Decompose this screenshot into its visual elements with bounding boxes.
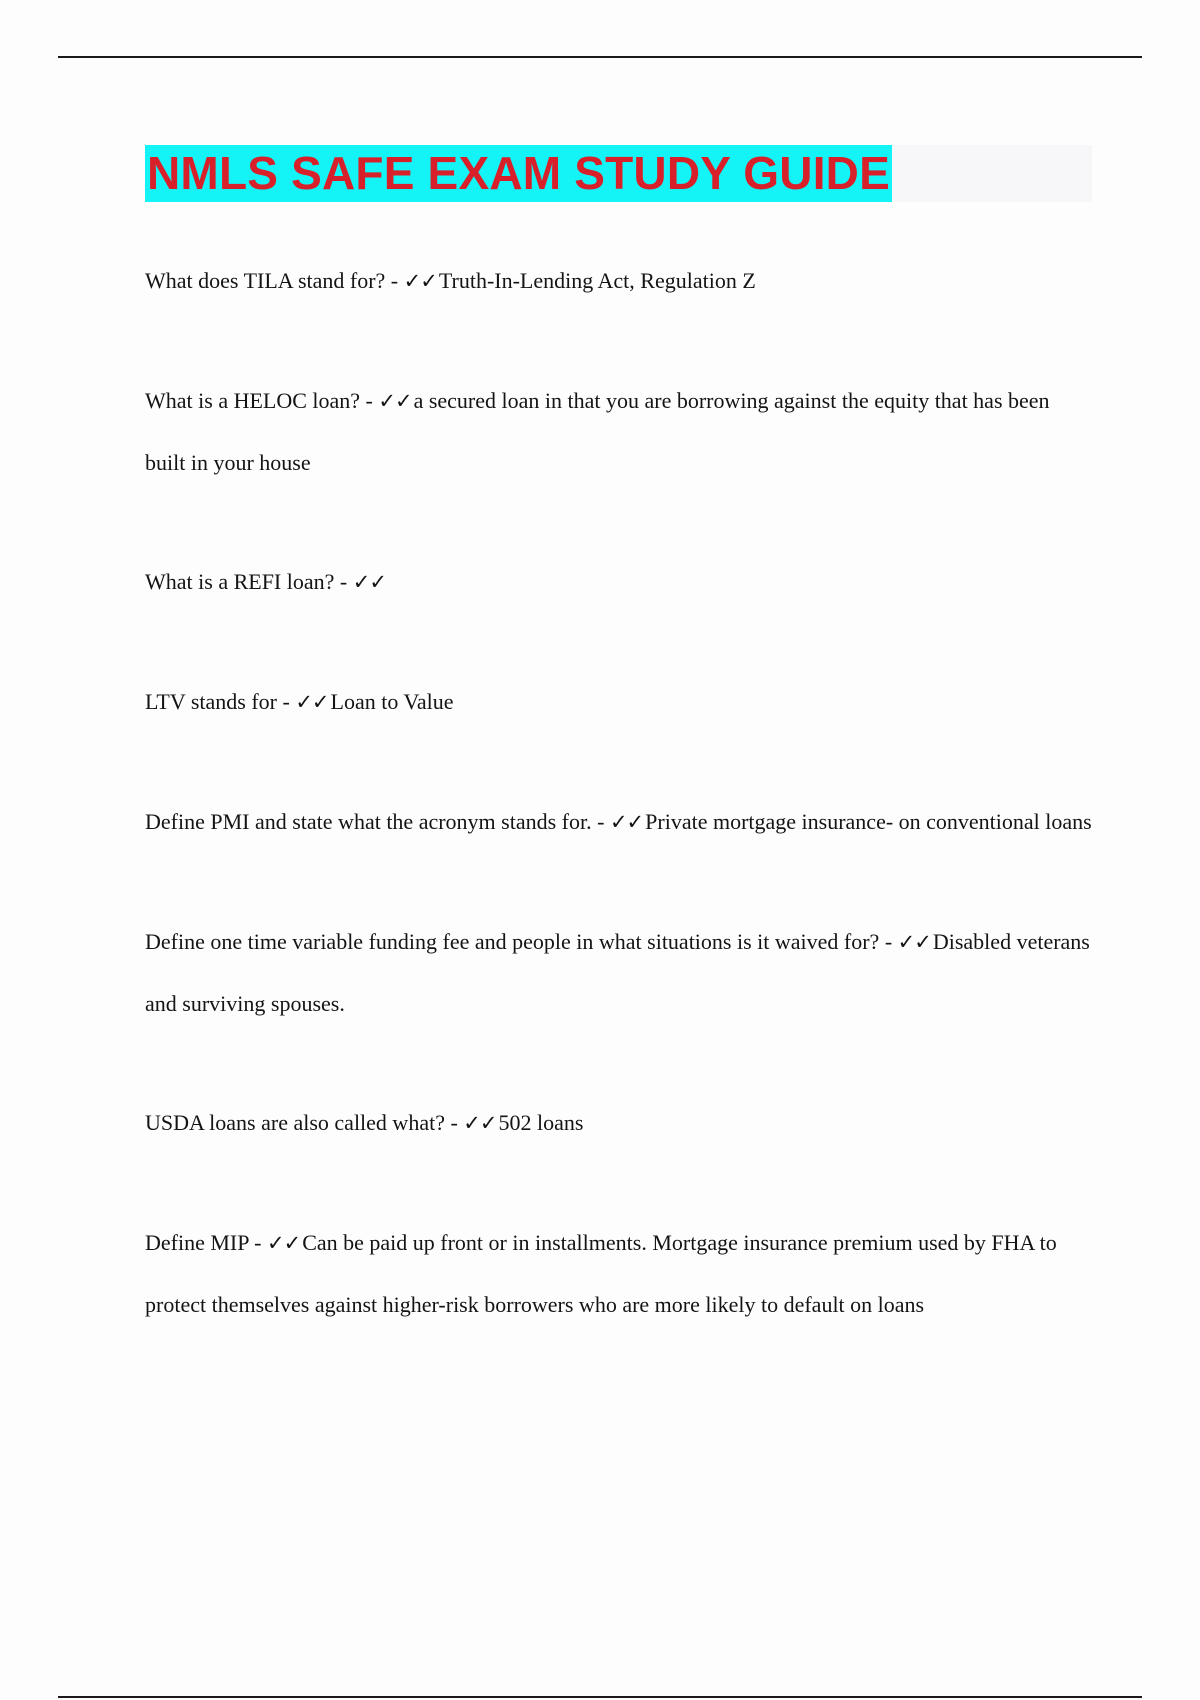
answer-text: Truth-In-Lending Act, Regulation Z (438, 268, 756, 293)
double-check-icon: ✓✓ (295, 690, 329, 714)
qa-item (145, 671, 1095, 733)
question-text: What is a HELOC loan? - (145, 388, 379, 413)
double-check-icon: ✓✓ (609, 810, 644, 834)
question-text: USDA loans are also called what? - (145, 1110, 464, 1135)
answer-text: Loan to Value (330, 689, 454, 714)
double-check-icon: ✓✓ (352, 570, 386, 594)
qa-item (145, 911, 1095, 1034)
question-text: Define PMI and state what the acronym stands for. - (145, 809, 610, 834)
qa-list (145, 250, 1095, 1335)
page-title: NMLS SAFE EXAM STUDY GUIDE (145, 145, 892, 202)
qa-item (145, 370, 1095, 493)
answer-text: Can be paid up front or in installments. Mortgage insurance premium used by FHA to protect themselves against higher-risk borrowers who are more likely to default on loans (145, 1230, 1057, 1317)
double-check-icon: ✓✓ (897, 930, 931, 954)
answer-text: Disabled veterans and surviving spouses. (145, 929, 1090, 1016)
answer-text: Private mortgage insurance- on conventional loans (645, 809, 1092, 834)
double-check-icon: ✓✓ (463, 1111, 497, 1135)
qa-item (145, 551, 1095, 613)
answer-text: a secured loan in that you are borrowing against the equity that has been built in your house (145, 388, 1050, 475)
question-text: What is a REFI loan? - (145, 569, 353, 594)
qa-item (145, 791, 1095, 853)
question-text: What does TILA stand for? - (145, 268, 404, 293)
double-check-icon: ✓✓ (378, 389, 412, 413)
qa-item (145, 250, 1095, 312)
qa-item (145, 1092, 1095, 1154)
double-check-icon: ✓✓ (403, 269, 437, 293)
answer-text: 502 loans (498, 1110, 584, 1135)
qa-item (145, 1212, 1095, 1335)
question-text: Define one time variable funding fee and people in what situations is it waived for? - (145, 929, 898, 954)
double-check-icon: ✓✓ (267, 1231, 301, 1255)
question-text: LTV stands for - (145, 689, 296, 714)
question-text: Define MIP - (145, 1230, 267, 1255)
top-rule (58, 56, 1142, 58)
bottom-rule (58, 1696, 1142, 1698)
